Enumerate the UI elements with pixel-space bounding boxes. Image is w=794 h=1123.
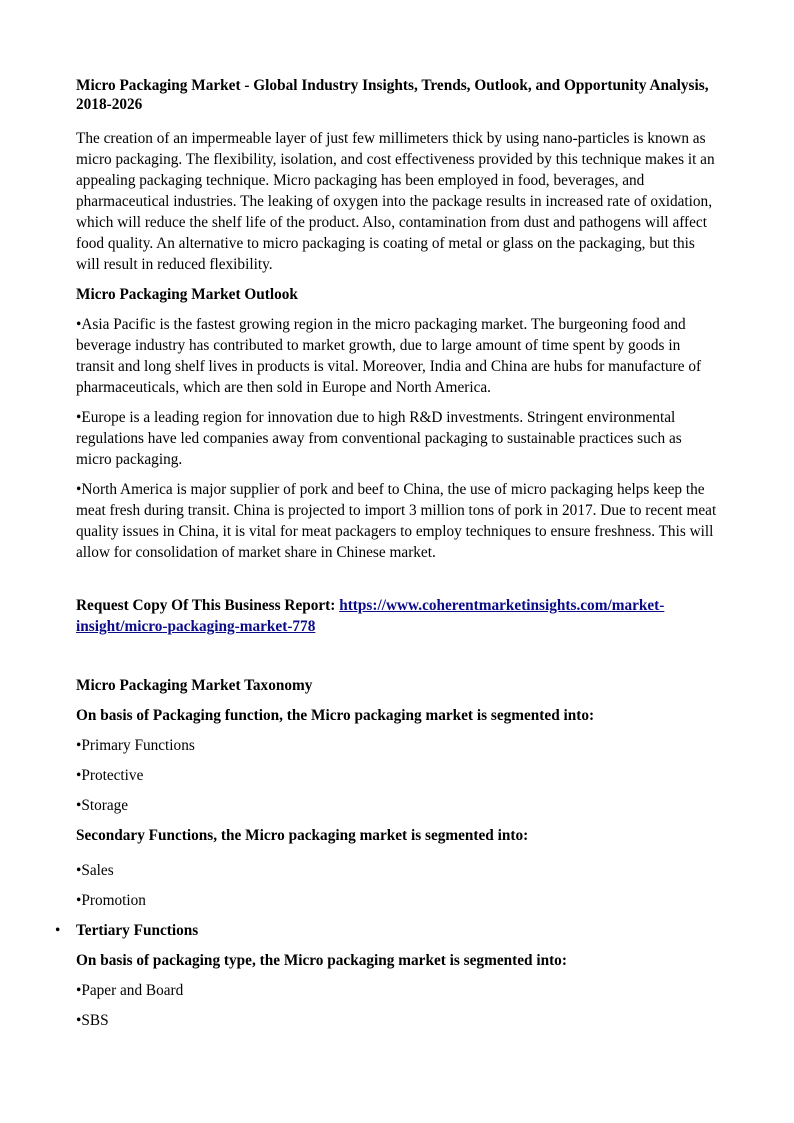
tertiary-bullet: • xyxy=(55,922,61,939)
outlook-heading: Micro Packaging Market Outlook xyxy=(76,286,298,303)
list-item-sales: •Sales xyxy=(76,862,114,879)
outlook-bullet-europe: •Europe is a leading region for innovation due to high R&D investments. Stringent environmental regulations have led companies away from conventional packaging to sustainable practices such as micro packaging. xyxy=(76,409,682,468)
tertiary-functions-item xyxy=(55,920,720,941)
outlook-bullet-north-america: •North America is major supplier of pork and beef to China, the use of micro packaging helps keep the meat fresh during transit. China is projected to import 3 million tons of pork in 2017. Due to recent meat quality issues in China, it is vital for meat packagers to employ techniques to ensure freshness. This will allow for consolidation of market share in Chinese market. xyxy=(76,481,717,561)
document-page xyxy=(55,76,720,1040)
list-item-promotion: •Promotion xyxy=(76,892,146,909)
tertiary-functions-label: Tertiary Functions xyxy=(76,922,199,939)
request-copy-line xyxy=(76,595,720,637)
taxonomy-heading: Micro Packaging Market Taxonomy xyxy=(76,677,313,694)
list-item-paper-and-board: •Paper and Board xyxy=(76,982,184,999)
intro-paragraph: The creation of an impermeable layer of just few millimeters thick by using nano-particles is known as micro packaging. The flexibility, isolation, and cost effectiveness provided by this technique makes it an appealing packaging technique. Micro packaging has been employed in food, beverages, and pharmaceutical industries. The leaking of oxygen into the package results in increased rate of oxidation, which will reduce the shelf life of the product. Also, contamination from dust and pathogens will affect food quality. An alternative to micro packaging is coating of metal or glass on the packaging, but this will result in reduced flexibility. xyxy=(76,130,715,273)
list-item-storage: •Storage xyxy=(76,797,129,814)
list-item-primary-functions: •Primary Functions xyxy=(76,737,195,754)
report-link[interactable]: https://www.coherentmarketinsights.com/market-insight/micro-packaging-market-778 xyxy=(76,597,665,635)
packaging-type-heading: On basis of packaging type, the Micro packaging market is segmented into: xyxy=(76,952,567,969)
outlook-bullet-asia: •Asia Pacific is the fastest growing region in the micro packaging market. The burgeoning food and beverage industry has contributed to market growth, due to large amount of time spent by goods in transit and long shelf lives in products is vital. Moreover, India and China are hubs for manufacture of pharmaceuticals, which are then sold in Europe and North America. xyxy=(76,316,702,396)
list-item-protective: •Protective xyxy=(76,767,144,784)
secondary-functions-heading: Secondary Functions, the Micro packaging market is segmented into: xyxy=(76,827,529,844)
request-copy-label: Request Copy Of This Business Report: xyxy=(76,597,340,614)
list-item-sbs: •SBS xyxy=(76,1012,109,1029)
document-title: Micro Packaging Market - Global Industry Insights, Trends, Outlook, and Opportunity Analysis, 2018-2026 xyxy=(76,77,709,113)
packaging-function-heading: On basis of Packaging function, the Micro packaging market is segmented into: xyxy=(76,707,595,724)
